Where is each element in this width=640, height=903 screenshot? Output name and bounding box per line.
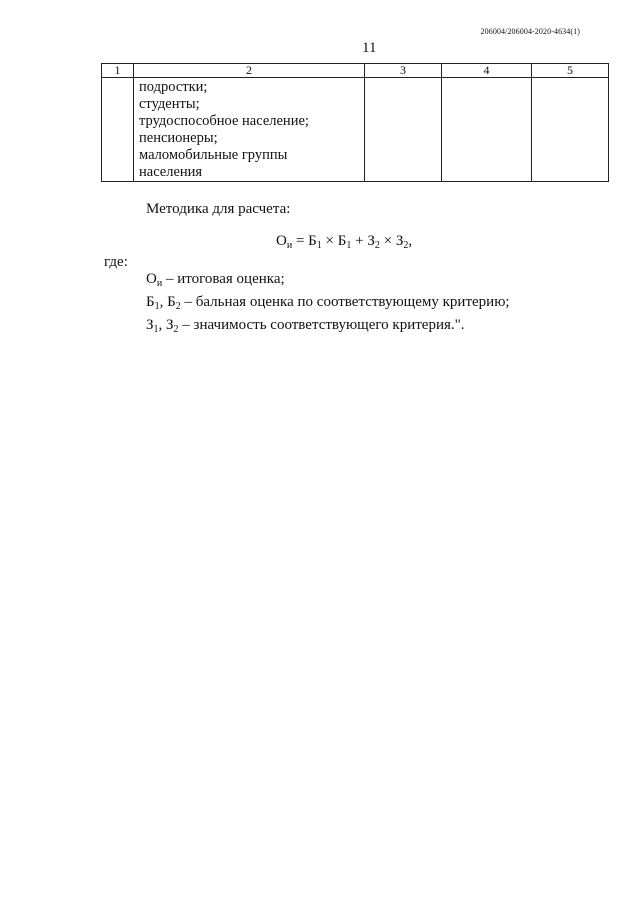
list-item: подростки; <box>139 79 208 95</box>
column-header-1: 1 <box>102 64 134 78</box>
column-header-5: 5 <box>532 64 609 78</box>
legend-symbol-sub: и <box>156 278 163 289</box>
legend-separator: , <box>158 317 167 333</box>
formula-term-sub: 1 <box>346 240 352 251</box>
formula-term: Б <box>337 233 347 249</box>
table-row <box>102 78 609 182</box>
column-header-4: 4 <box>442 64 532 78</box>
legend-separator: , <box>159 294 168 310</box>
document-code: 206004/206004-2020-4634(1) <box>480 27 580 36</box>
table-cell-col3 <box>365 78 442 182</box>
formula-operator: × <box>321 233 338 249</box>
formula-end: , <box>408 233 413 249</box>
list-item: студенты; <box>139 96 200 112</box>
formula-term-sub: 2 <box>374 240 380 251</box>
formula-legend <box>146 270 510 339</box>
formula <box>276 233 412 251</box>
formula-term-sub: 2 <box>403 240 409 251</box>
column-header-2: 2 <box>134 64 365 78</box>
table-cell-col4 <box>442 78 532 182</box>
formula-operator: × <box>379 233 396 249</box>
table-header-row <box>102 64 609 78</box>
formula-lhs-sub: и <box>286 240 293 251</box>
table-cell-col5 <box>532 78 609 182</box>
page-number: 11 <box>362 40 377 56</box>
legend-text: – бальная оценка по соответствующему критерию; <box>180 294 510 310</box>
formula-term: Б <box>308 233 317 249</box>
legend-symbol-sub: 1 <box>154 301 160 312</box>
formula-term: З <box>367 233 375 249</box>
legend-text: – значимость соответствующего критерия.". <box>178 317 465 333</box>
legend-symbol-sub: 1 <box>153 324 159 335</box>
formula-eq: = <box>292 233 309 249</box>
formula-lhs: О <box>276 233 287 249</box>
column-header-3: 3 <box>365 64 442 78</box>
method-intro: Методика для расчета: <box>146 201 291 217</box>
formula-term: З <box>395 233 404 249</box>
legend-symbol: Б <box>167 294 176 310</box>
where-label: где: <box>104 254 128 270</box>
list-item: пенсионеры; <box>139 130 218 146</box>
legend-symbol-sub: 2 <box>175 301 181 312</box>
legend-item <box>146 316 510 339</box>
legend-symbol: З <box>166 317 174 333</box>
legend-text: – итоговая оценка; <box>162 271 285 287</box>
table-cell-col1 <box>102 78 134 182</box>
legend-symbol: О <box>146 271 157 287</box>
legend-symbol: Б <box>146 294 155 310</box>
list-item: населения <box>139 164 203 180</box>
criteria-table <box>101 63 609 182</box>
formula-term-sub: 1 <box>316 240 322 251</box>
legend-item <box>146 270 510 293</box>
list-item: маломобильные группы <box>139 147 288 163</box>
population-groups-list <box>134 78 364 181</box>
legend-item <box>146 293 510 316</box>
formula-operator: + <box>351 233 368 249</box>
list-item: трудоспособное население; <box>139 113 309 129</box>
table-cell-col2 <box>134 78 365 182</box>
legend-symbol: З <box>146 317 154 333</box>
legend-symbol-sub: 2 <box>173 324 179 335</box>
